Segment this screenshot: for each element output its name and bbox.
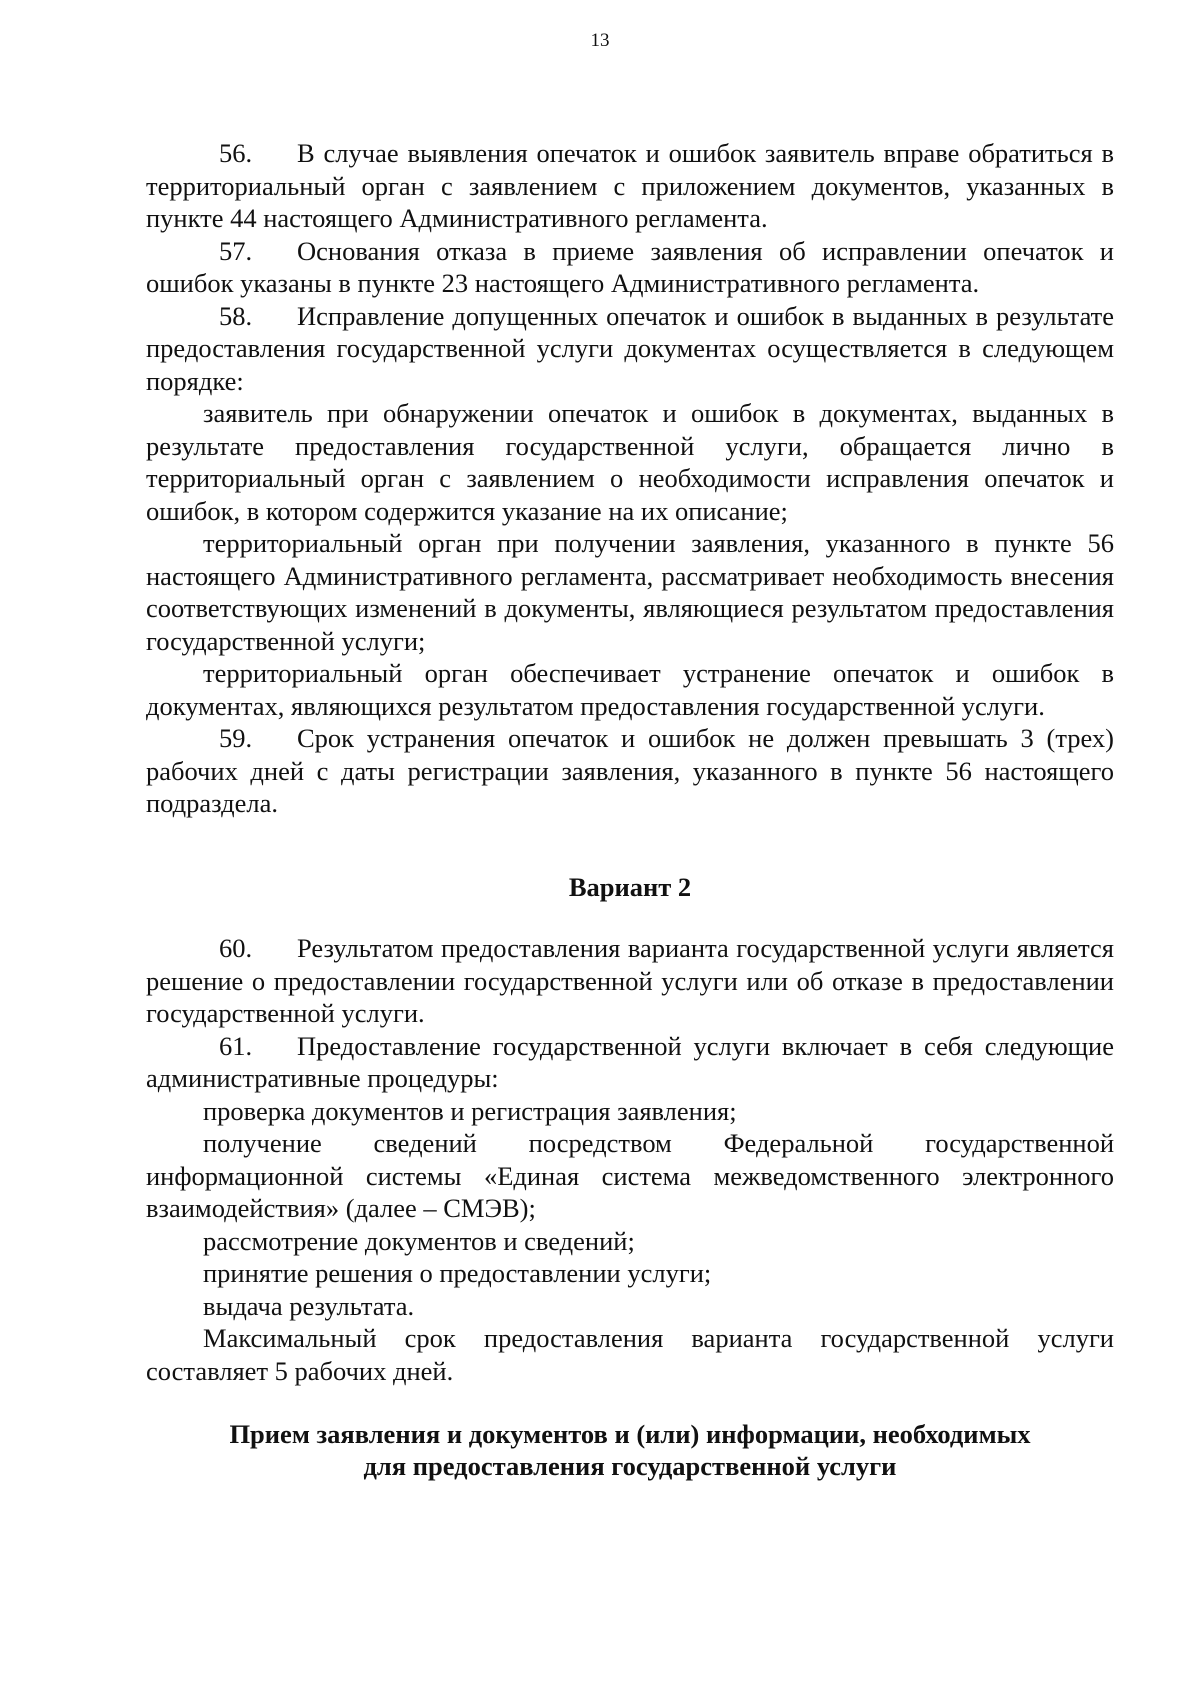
paragraph-text: В случае выявления опечаток и ошибок заявитель вправе обратиться в территориальный орган с заявлением с приложением документов, указанных в пункте 44 настоящего Административного регламента. xyxy=(146,138,1114,233)
list-item xyxy=(146,1290,1114,1323)
list-item-text: территориальный орган при получении заявления, указанного в пункте 56 настоящего Административного регламента, рассматривает необходимость внесения соответствующих изменений в документы, являющиеся результатом предоставления государственной услуги; xyxy=(146,528,1114,656)
max-term-paragraph xyxy=(146,1322,1114,1387)
list-item-text: заявитель при обнаружении опечаток и ошибок в документах, выданных в результате предоставления государственной услуги, обращается лично в территориальный орган с заявлением о необходимости исправления опечаток и ошибок, в котором содержится указание на их описание; xyxy=(146,398,1114,526)
paragraph-text: Основания отказа в приеме заявления об исправлении опечаток и ошибок указаны в пункте 23 настоящего Административного регламента. xyxy=(146,235,1114,298)
paragraph-number: 57. xyxy=(219,235,253,266)
list-item-text: выдача результата. xyxy=(203,1290,415,1321)
paragraph-text: Максимальный срок предоставления варианта государственной услуги составляет 5 рабочих дней. xyxy=(146,1323,1114,1386)
section-errors-correction xyxy=(146,137,1114,820)
paragraph-58 xyxy=(146,300,1114,398)
list-item xyxy=(146,657,1114,722)
paragraph-number: 59. xyxy=(219,723,253,753)
paragraph-text: Предоставление государственной услуги включает в себя следующие административные процедуры: xyxy=(146,1030,1114,1093)
list-item xyxy=(146,1225,1114,1258)
paragraph-text: Результатом предоставления варианта государственной услуги является решение о предоставлении государственной услуги или об отказе в предоставлении государственной услуги. xyxy=(146,933,1114,1028)
paragraph-57 xyxy=(146,235,1114,300)
list-item-text: проверка документов и регистрация заявления; xyxy=(203,1095,737,1126)
variant-heading: Вариант 2 xyxy=(568,872,692,902)
list-item-text: территориальный орган обеспечивает устранение опечаток и ошибок в документах, являющихся результатом предоставления государственной услуги. xyxy=(146,658,1114,721)
list-item-text: получение сведений посредством Федеральной государственной информационной системы «Единая система межведомственного электронного взаимодействия» (далее – СМЭВ); xyxy=(146,1128,1114,1223)
paragraph-text: Срок устранения опечаток и ошибок не должен превышать 3 (трех) рабочих дней с даты регистрации заявления, указанного в пункте 56 настоящего подраздела. xyxy=(146,723,1114,818)
page-number: 13 xyxy=(590,30,610,51)
paragraph-number: 58. xyxy=(219,300,253,331)
section-heading-line: для предоставления государственной услуги xyxy=(363,1451,897,1481)
paragraph-text: Исправление допущенных опечаток и ошибок в выданных в результате предоставления государственной услуги документах осуществляется в следующем порядке: xyxy=(146,300,1114,396)
section-variant-2 xyxy=(146,932,1114,1387)
paragraph-61 xyxy=(146,1030,1114,1095)
paragraph-number: 56. xyxy=(219,138,253,168)
paragraph-number: 61. xyxy=(219,1030,253,1061)
list-item-text: рассмотрение документов и сведений; xyxy=(203,1225,635,1256)
list-item xyxy=(146,1257,1114,1290)
list-item xyxy=(146,397,1114,527)
list-item-text: принятие решения о предоставлении услуги; xyxy=(203,1258,712,1288)
paragraph-56 xyxy=(146,137,1114,235)
section-heading-line: Прием заявления и документов и (или) информации, необходимых xyxy=(229,1419,1031,1449)
paragraph-60 xyxy=(146,932,1114,1030)
section-heading xyxy=(146,1418,1114,1482)
paragraph-number: 60. xyxy=(219,933,253,963)
list-item xyxy=(146,1127,1114,1225)
paragraph-59 xyxy=(146,722,1114,820)
list-item xyxy=(146,1095,1114,1128)
list-item xyxy=(146,527,1114,657)
